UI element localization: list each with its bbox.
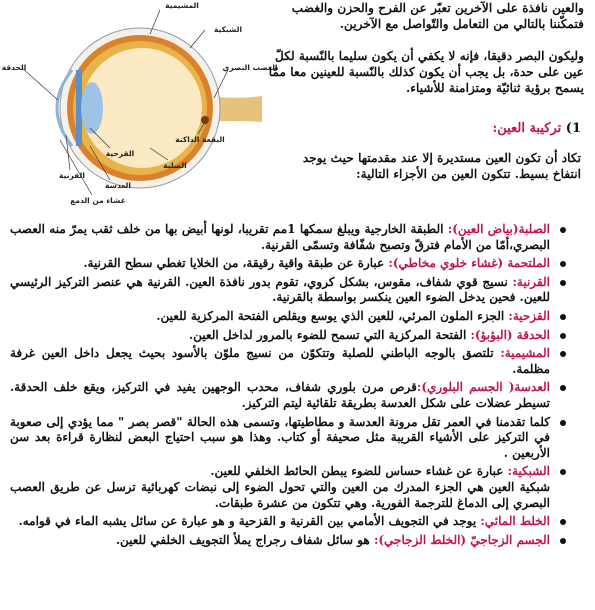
list-item <box>10 309 570 325</box>
intro-line-1: والعين نافذة على الآخرين تعبّر عن الفرح والحزن والغضب <box>291 1 584 15</box>
list-item <box>10 464 570 511</box>
bullet-icon <box>560 519 566 525</box>
list-item <box>10 256 570 272</box>
part-subtext: شبكية العين هي الجزء المدرك من العين والتي تحول الضوء إلى نبضات كهربائية ترسل عن طريق العصب البصري إلى الدماغ للترجمة الفورية. وهي تتكون من عشرة طبقات. <box>10 479 550 510</box>
part-description: يوجد في التجويف الأمامي بين القرنية و القزحية و هو عبارة عن سائل يشبه الماء في قوامه. <box>18 514 481 529</box>
label-retina: الشبكية <box>213 25 243 34</box>
list-item <box>10 415 570 462</box>
label-lens: العدسة <box>105 181 131 190</box>
section-title-text: تركيبة العين: <box>492 121 562 136</box>
section-title <box>281 121 581 136</box>
bullet-icon <box>560 469 566 475</box>
intro-line-2: فتمكّننا بالتالي من التعامل والتّواصل مع الآخرين. <box>339 17 584 31</box>
label-pupil: الحدقة <box>1 63 27 72</box>
list-item <box>10 328 570 344</box>
eye-diagram <box>0 0 290 215</box>
section-number: 1) <box>565 121 581 136</box>
part-description: الجزء الملون المرئي، للعين الذي يوسع ويقلص الفتحة المركزية للعين. <box>156 308 509 323</box>
part-term: القزحية: <box>508 308 550 323</box>
blind-spot <box>201 116 209 124</box>
intro-text <box>262 0 584 96</box>
part-description: نسيج قوي شفاف، مقوس، بشكل كروي، تقوم بدور نافذة العين. القرنية هي عنصر التركيز الرئيسي للعين. فحين يدخل الضوء العين ينكسر بواسطة بالقرنية. <box>10 274 550 305</box>
bullet-icon <box>560 538 566 544</box>
part-description: عبارة عن غشاء حساس للضوء يبطن الحائط الخلفي للعين. <box>210 464 508 479</box>
intro-paragraph-2: وليكون البصر دقيقا، فإنه لا يكفي أن يكون سليما بالنّسبة لكلّ عين على حدة، بل يجب أن يكون كذلك بالنّسبة للعينين معا ممّا يسمح برؤية ثنائيّة ومتزامنة للأشياء. <box>268 49 584 95</box>
label-sclera: الصلبة <box>163 161 187 170</box>
list-item <box>10 380 570 411</box>
eye-parts-list <box>10 222 570 551</box>
list-item <box>10 222 570 253</box>
part-description: الفتحة المركزية التي تسمح للضوء بالمرور لداخل العين. <box>189 327 471 342</box>
part-term: الشبكية: <box>507 464 550 479</box>
part-description: تلتصق بالوجه الباطني للصلبة وتتكوّن من نسيج ملوّن بالأسود بحيث يجعل داخل العين غرفة مظلمة. <box>10 346 550 376</box>
part-description: كلما تقدمنا في العمر تقل مرونة العدسة و مطاطيتها، وتسمى هذه الحالة "قصر بصر " مما يؤدي إلى صعوبة في التركيز على الأشياء القريبة مثل صحيفة أو كتاب. وهذا هو سبب احتياج البعض لنظارة قراءة بعد سن الأربعين . <box>10 414 550 460</box>
bullet-icon <box>560 333 566 339</box>
bullet-icon <box>560 261 566 267</box>
part-term: القرنية: <box>512 274 550 289</box>
bullet-icon <box>560 420 566 426</box>
bullet-icon <box>560 385 566 391</box>
part-term: الملتحمة (غشاء خلوي مخاطي): <box>388 256 550 271</box>
list-item <box>10 533 570 549</box>
part-description: عبارة عن طبقة واقية رقيقة، من الخلايا تغطي سطح القرنية. <box>83 256 389 271</box>
bullet-icon <box>560 314 566 320</box>
part-term: العدسة( الجسم البلوري): <box>416 380 551 395</box>
label-optic-nerve: العصب البصري <box>222 63 278 72</box>
part-term: الحدقة (البؤبؤ): <box>470 327 550 342</box>
part-term: الجسم الزجاجيّ (الخلط الزجاجي): <box>373 532 550 547</box>
lens <box>81 82 103 134</box>
bullet-icon <box>560 227 566 233</box>
part-description: الطبقة الخارجية ويبلغ سمكها 1مم تقريبا، لونها أبيض بها من خلف ثقب يمرّ منه العصب البصري،أمّا من الأمام فترقّ وتصبح شفّافة وتسمّى القرنية. <box>10 222 550 252</box>
bullet-icon <box>560 280 566 286</box>
part-description: قرص مرن بلوري شفاف، محدب الوجهين يفيد في التركيز، ويقع خلف الحدقة. تسيطر عضلات على شكل العدسة بطريقة تلقائية ليتم التركيز. <box>10 380 550 410</box>
list-item <box>10 275 570 306</box>
part-term: الصلبة(بياض العين): <box>447 222 550 236</box>
label-iris: القزحية <box>105 149 135 158</box>
label-conjunctiva: غشاء من الدمع <box>70 196 126 205</box>
section-intro: تكاد أن تكون العين مستديرة إلا عند مقدمتها حيث يوجد انتفاخ بسيط. تتكون العين من الأجزاء التالية: <box>302 151 581 181</box>
list-item <box>10 346 570 377</box>
bullet-icon <box>560 351 566 357</box>
part-term: المشيمية: <box>500 346 551 361</box>
label-blind-spot: البقعة الداكنة <box>175 135 225 144</box>
list-item <box>10 514 570 530</box>
label-cornea: القرنية <box>59 171 85 180</box>
part-term: الخلط المائي: <box>480 514 550 529</box>
label-choroid: المشيمية <box>165 1 199 10</box>
part-description: هو سائل شفاف رجراج يملأ التجويف الخلفي للعين. <box>115 532 374 547</box>
